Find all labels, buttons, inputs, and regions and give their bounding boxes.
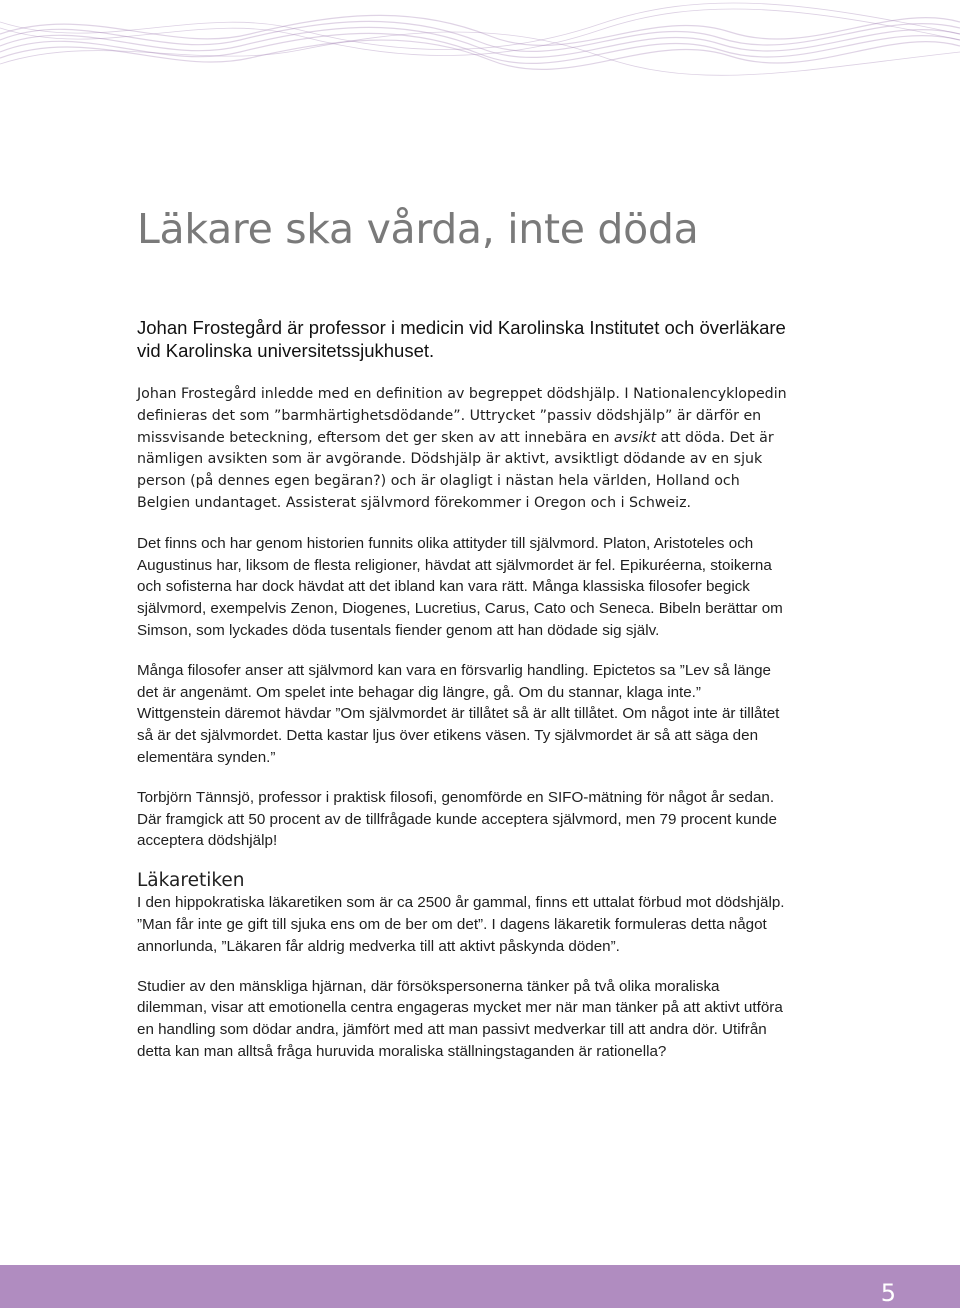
body-paragraph: Det finns och har genom historien funnits olika attityder till självmord. Platon, Aristoteles och Augustinus har, liksom de flesta religioner, hävdat att självmordet är fel. Epikuréerna, stoikerna och sofisterna har dock hävdat att det ibland kan vara rätt. Många klassiska filosofer begick självmord, exempelvis Zenon, Diogenes, Lucretius, Carus, Cato och Seneca. Bibeln berättar om Simson, som lyckades döda tusentals fiender genom att han dödade sig själv.	[137, 534, 783, 639]
decorative-wave-banner	[0, 0, 960, 80]
footer-bar	[0, 1265, 960, 1308]
article-body	[137, 316, 787, 1081]
body-paragraph-text: att döda. Det är nämligen avsikten som är avgörande. Dödshjälp är aktivt, avsiktligt dödande av en sjuk person (på dennes egen begäran?) och är olagligt i nästan hela världen, Holland och Belgien undantaget. Assisterat självmord förekommer i Oregon och i Schweiz.	[137, 429, 774, 511]
body-paragraph: Studier av den mänskliga hjärnan, där försökspersonerna tänker på två olika moraliska dilemman, visar att emotionella centra engageras mycket mer när man tänker på att aktivt utföra en handling som dödar andra, jämfört med att man passivt medverkar till att andra dör. Utifrån detta kan man alltså fråga huruvida moraliska ställningstaganden är rationella?	[137, 977, 783, 1060]
author-intro: Johan Frostegård är professor i medicin vid Karolinska Institutet och överläkare vid Karolinska universitetssjukhuset.	[137, 317, 786, 361]
body-paragraph: Många filosofer anser att självmord kan vara en försvarlig handling. Epictetos sa ”Lev så länge det är angenämt. Om spelet inte behagar dig längre, gå. Om du stannar, klaga inte.” Wittgenstein däremot hävdar ”Om självmordet är tillåtet så är allt tillåtet. Om något inte är tillåtet så är det självmordet. Detta kastar ljus över etikens väsen. Ty självmordet är så att säga den elementära synden.”	[137, 661, 780, 766]
body-paragraph: Torbjörn Tännsjö, professor i praktisk filosofi, genomförde en SIFO-mätning för något år sedan. Där framgick att 50 procent av de tillfrågade kunde acceptera självmord, men 79 procent kunde acceptera dödshjälp!	[137, 788, 777, 850]
emphasis-word: avsikt	[613, 429, 657, 446]
body-paragraph	[137, 384, 787, 515]
page-number: 5	[880, 1279, 896, 1307]
page-title: Läkare ska vårda, inte döda	[137, 205, 699, 253]
body-paragraph-text: Johan Frostegård inledde med en definition av begreppet dödshjälp. I Nationalencyklopedin definieras det som ”barmhärtighetsdödande”. Uttrycket ”passiv dödshjälp” är därför en missvisande beteckning, eftersom det ger sken av att innebära en	[137, 386, 787, 446]
body-paragraph: I den hippokratiska läkaretiken som är ca 2500 år gammal, finns ett uttalat förbud mot dödshjälp. ”Man får inte ge gift till sjuka ens om de ber om det”. I dagens läkaretik formuleras detta något annorlunda, ”Läkaren får aldrig medverka till att aktivt påskynda döden”.	[137, 894, 785, 955]
section-heading: Läkaretiken	[137, 870, 245, 892]
